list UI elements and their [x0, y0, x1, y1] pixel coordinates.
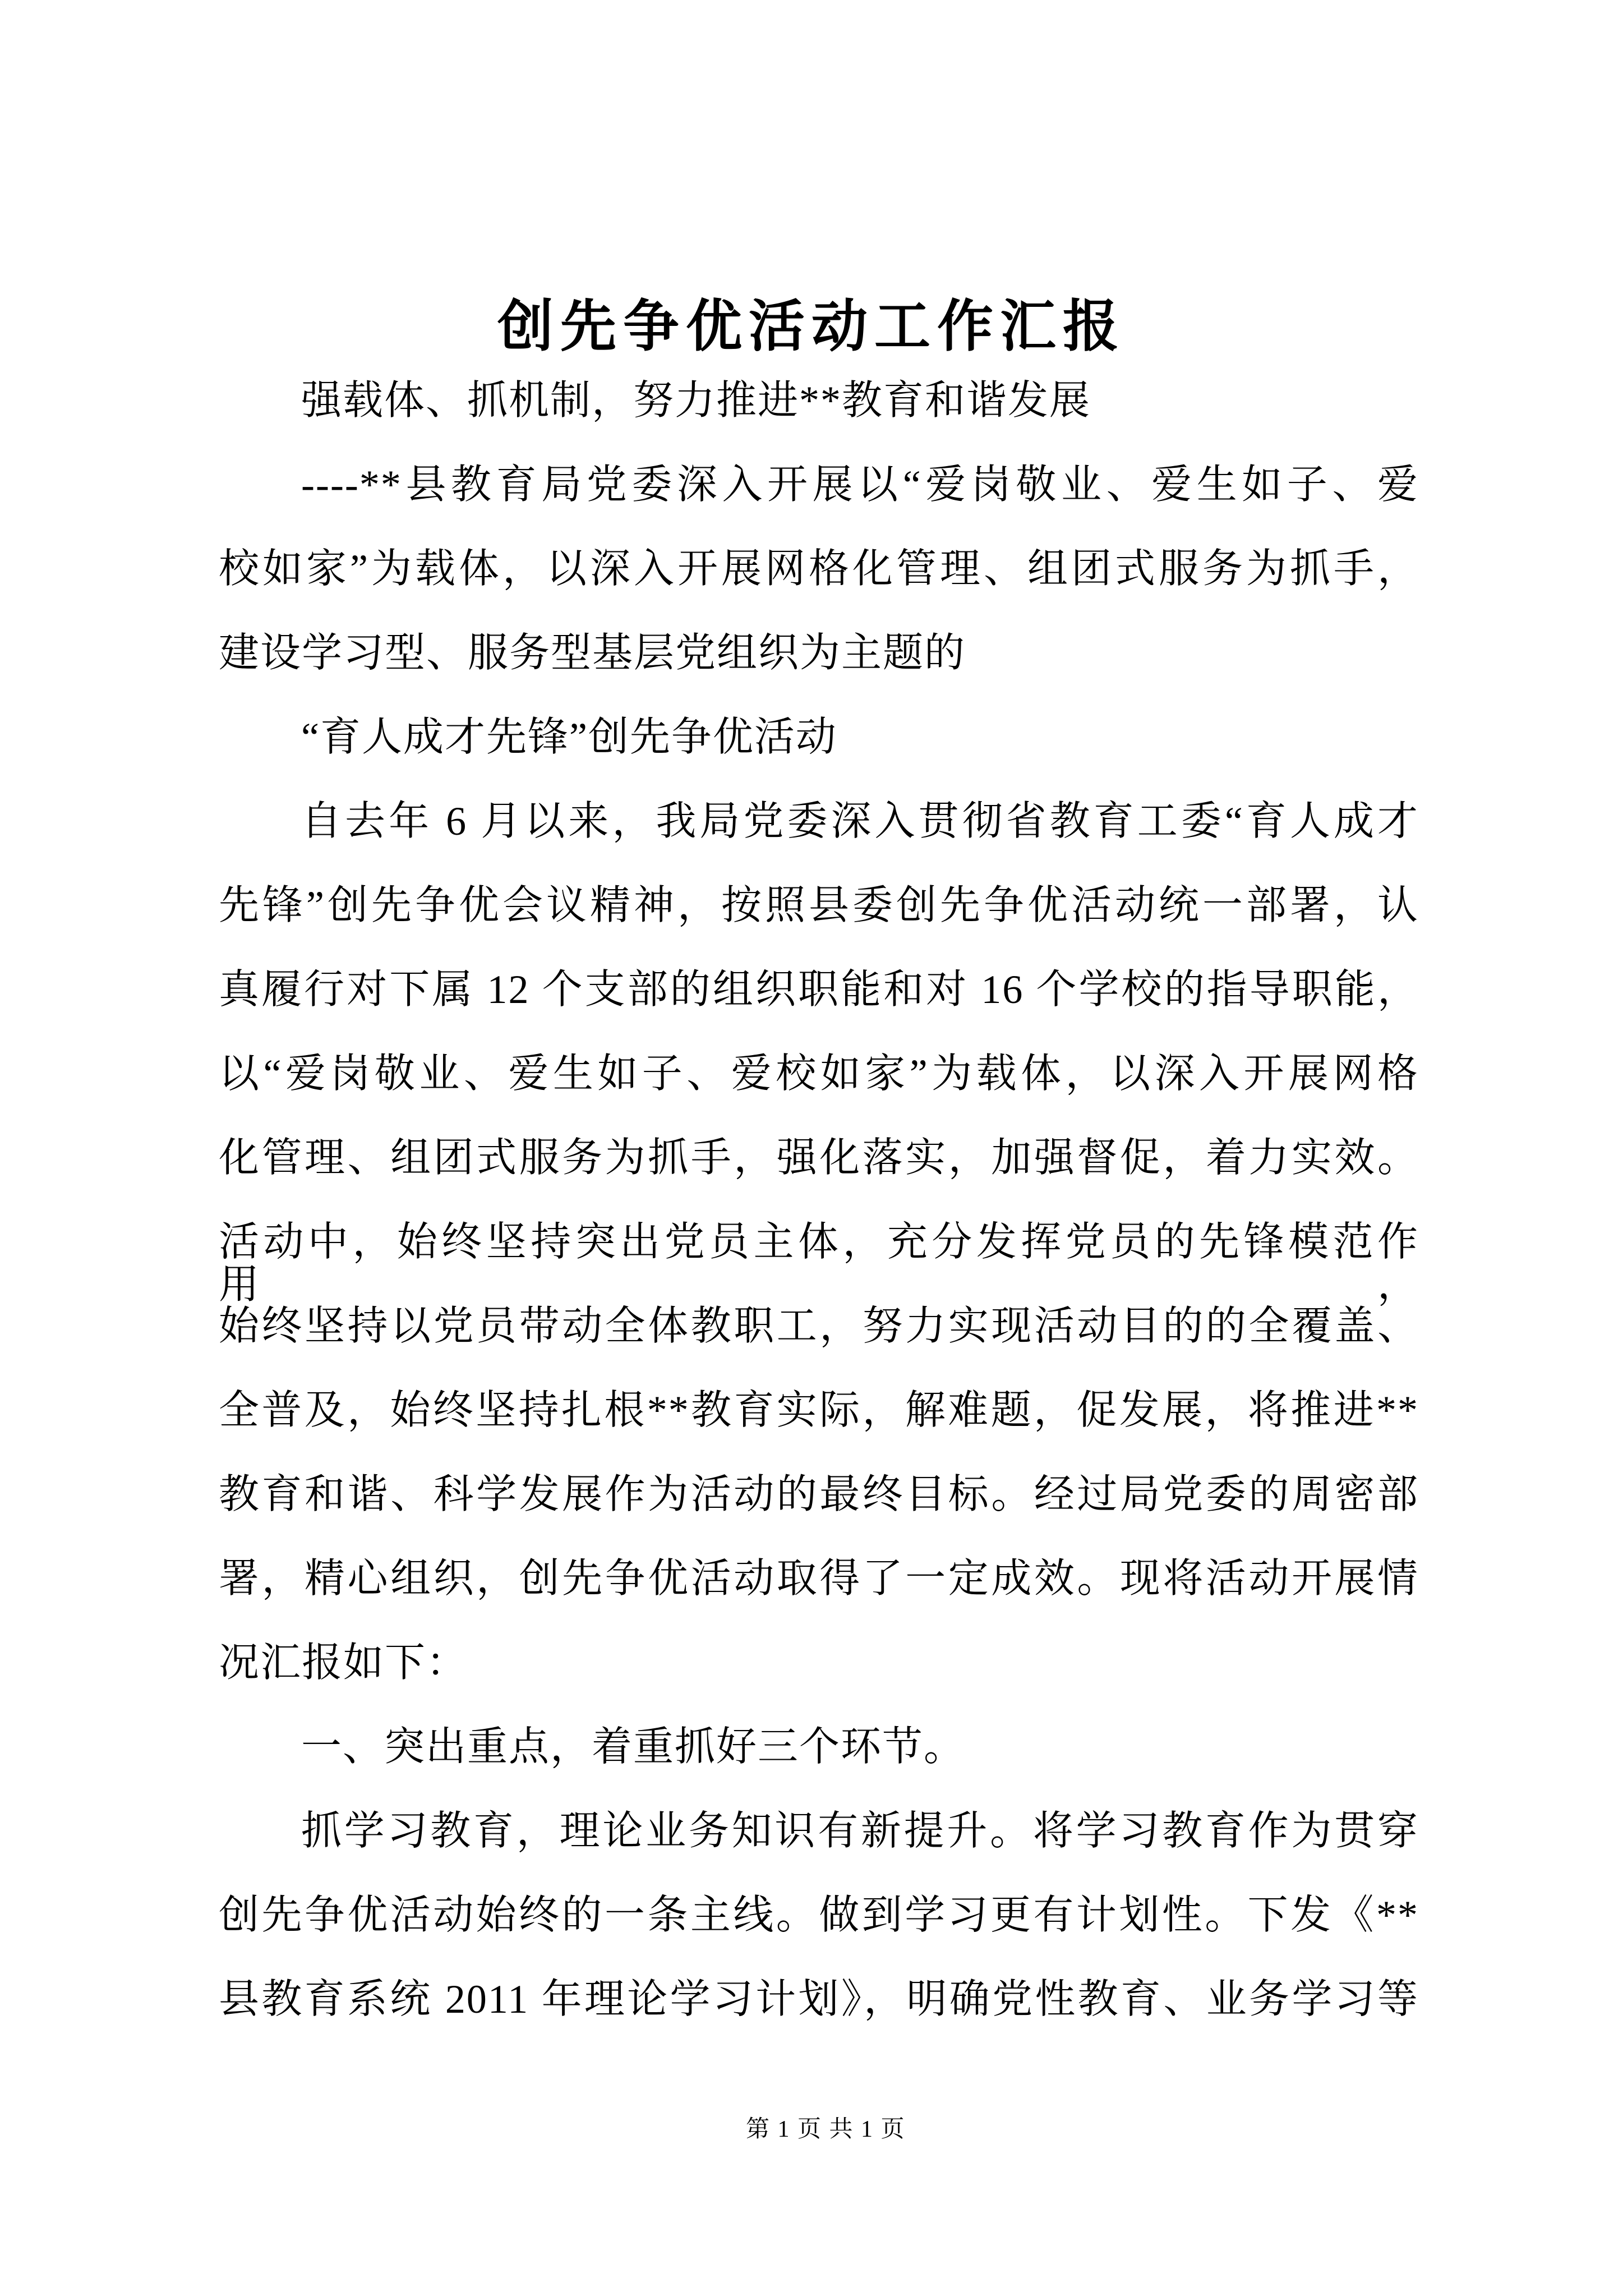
document-line: 化管理、组团式服务为抓手，强化落实，加强督促，着力实效。 [219, 1135, 1419, 1180]
document-line: 以“爱岗敬业、爱生如子、爱校如家”为载体，以深入开展网格 [219, 1051, 1419, 1096]
document-line: 校如家”为载体，以深入开展网格化管理、组团式服务为抓手， [219, 546, 1419, 591]
document-line: 强载体、抓机制，努力推进**教育和谐发展 [301, 378, 1091, 423]
document-line: 真履行对下属 12 个支部的组织职能和对 16 个学校的指导职能， [219, 967, 1419, 1012]
document-body [219, 379, 1419, 2062]
document-line: 一、突出重点，着重抓好三个环节。 [301, 1724, 966, 1769]
document-line: 教育和谐、科学发展作为活动的最终目标。经过局党委的周密部 [219, 1472, 1419, 1517]
document-line: 活动中，始终坚持突出党员主体，充分发挥党员的先锋模范作用， [219, 1220, 1419, 1307]
page-number-footer: 第 1 页 共 1 页 [746, 2116, 906, 2142]
document-line: 署，精心组织，创先争优活动取得了一定成效。现将活动开展情 [219, 1556, 1419, 1601]
document-line: 抓学习教育，理论业务知识有新提升。将学习教育作为贯穿 [301, 1809, 1419, 1853]
document-line: 先锋”创先争优会议精神，按照县委创先争优活动统一部署，认 [219, 883, 1419, 928]
document-line: 县教育系统 2011 年理论学习计划》，明确党性教育、业务学习等 [219, 1977, 1419, 2022]
document-line: 建设学习型、服务型基层党组织为主题的 [219, 631, 966, 675]
document-line: “育人成才先锋”创先争优活动 [301, 715, 837, 760]
document-title: 创先争优活动工作汇报 [497, 296, 1126, 358]
document-line: 全普及，始终坚持扎根**教育实际，解难题，促发展，将推进** [219, 1388, 1419, 1433]
document-line: 始终坚持以党员带动全体教职工，努力实现活动目的的全覆盖、 [219, 1304, 1419, 1349]
document-line: 创先争优活动始终的一条主线。做到学习更有计划性。下发《** [219, 1893, 1419, 1938]
document-line: 况汇报如下： [219, 1640, 468, 1685]
document-line: 自去年 6 月以来，我局党委深入贯彻省教育工委“育人成才 [301, 799, 1419, 844]
document-line: ----**县教育局党委深入开展以“爱岗敬业、爱生如子、爱 [301, 462, 1419, 507]
